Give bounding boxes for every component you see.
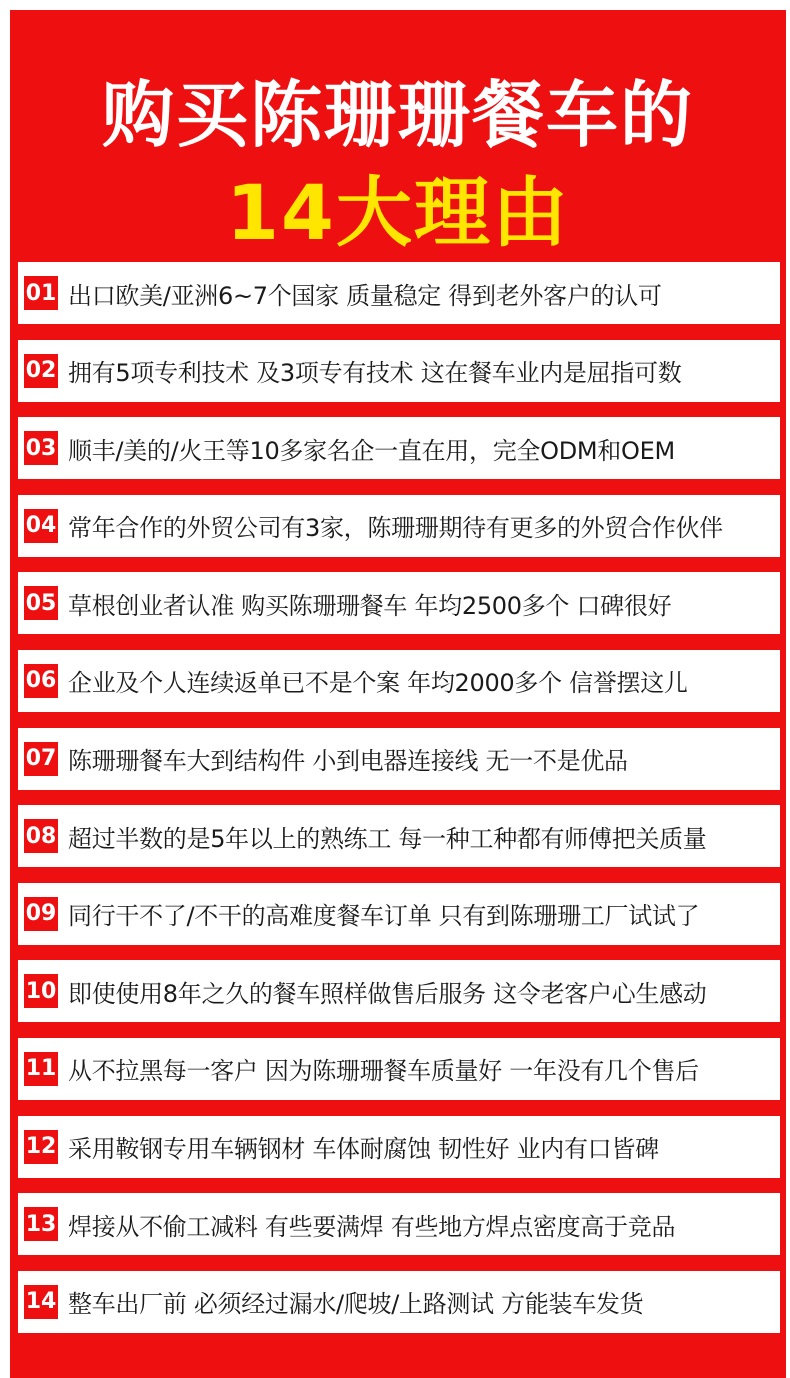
reason-text: 整车出厂前 必须经过漏水/爬坡/上路测试 方能装车发货: [68, 1290, 644, 1319]
reason-item-02: [18, 340, 780, 402]
reason-text: 同行干不了/不干的高难度餐车订单 只有到陈珊珊工厂试试了: [68, 902, 700, 931]
reason-item-03: [18, 417, 780, 479]
reason-text: 拥有5项专利技术 及3项专有技术 这在餐车业内是屈指可数: [68, 359, 682, 388]
reason-text: 出口欧美/亚洲6~7个国家 质量稳定 得到老外客户的认可: [68, 281, 662, 310]
reason-number-badge: 14: [24, 1285, 58, 1319]
reason-item-12: [18, 1116, 780, 1178]
reason-item-07: [18, 728, 780, 790]
reason-number-badge: 05: [24, 586, 58, 620]
reason-text: 草根创业者认准 购买陈珊珊餐车 年均2500多个 口碑很好: [68, 591, 672, 620]
reason-number-badge: 02: [24, 354, 58, 388]
reason-item-04: [18, 495, 780, 557]
reason-number-badge: 13: [24, 1207, 58, 1241]
reason-number-badge: 04: [24, 509, 58, 543]
headline: 购买陈珊珊餐车的: [101, 73, 694, 157]
reason-text: 企业及个人连续返单已不是个案 年均2000多个 信誉摆这儿: [68, 669, 688, 698]
reason-number-badge: 03: [24, 431, 58, 465]
reason-item-01: [18, 262, 780, 324]
reason-number-badge: 12: [24, 1130, 58, 1164]
reason-item-05: [18, 572, 780, 634]
reason-item-08: [18, 805, 780, 867]
reason-text: 常年合作的外贸公司有3家，陈珊珊期待有更多的外贸合作伙伴: [68, 514, 723, 543]
reason-item-14: [18, 1271, 780, 1333]
subheadline: 14大理由: [226, 168, 570, 257]
reason-text: 即使使用8年之久的餐车照样做售后服务 这令老客户心生感动: [68, 979, 707, 1008]
reason-item-11: [18, 1038, 780, 1100]
reason-number-badge: 07: [24, 742, 58, 776]
reason-item-10: [18, 960, 780, 1022]
reason-item-13: [18, 1193, 780, 1255]
reason-number-badge: 10: [24, 974, 58, 1008]
reason-text: 顺丰/美的/火王等10多家名企一直在用，完全ODM和OEM: [68, 436, 675, 465]
poster-background: [10, 10, 786, 1378]
reason-item-09: [18, 883, 780, 945]
reason-number-badge: 06: [24, 664, 58, 698]
reason-number-badge: 08: [24, 819, 58, 853]
reason-text: 焊接从不偷工减料 有些要满焊 有些地方焊点密度高于竞品: [68, 1212, 676, 1241]
reasons-list: [18, 262, 780, 1348]
reason-text: 采用鞍钢专用车辆钢材 车体耐腐蚀 韧性好 业内有口皆碑: [68, 1135, 659, 1164]
reason-text: 陈珊珊餐车大到结构件 小到电器连接线 无一不是优品: [68, 747, 628, 776]
reason-text: 超过半数的是5年以上的熟练工 每一种工种都有师傅把关质量: [68, 824, 707, 853]
reason-number-badge: 11: [24, 1052, 58, 1086]
reason-text: 从不拉黑每一客户 因为陈珊珊餐车质量好 一年没有几个售后: [68, 1057, 699, 1086]
reason-number-badge: 09: [24, 897, 58, 931]
reason-item-06: [18, 650, 780, 712]
reason-number-badge: 01: [24, 276, 58, 310]
